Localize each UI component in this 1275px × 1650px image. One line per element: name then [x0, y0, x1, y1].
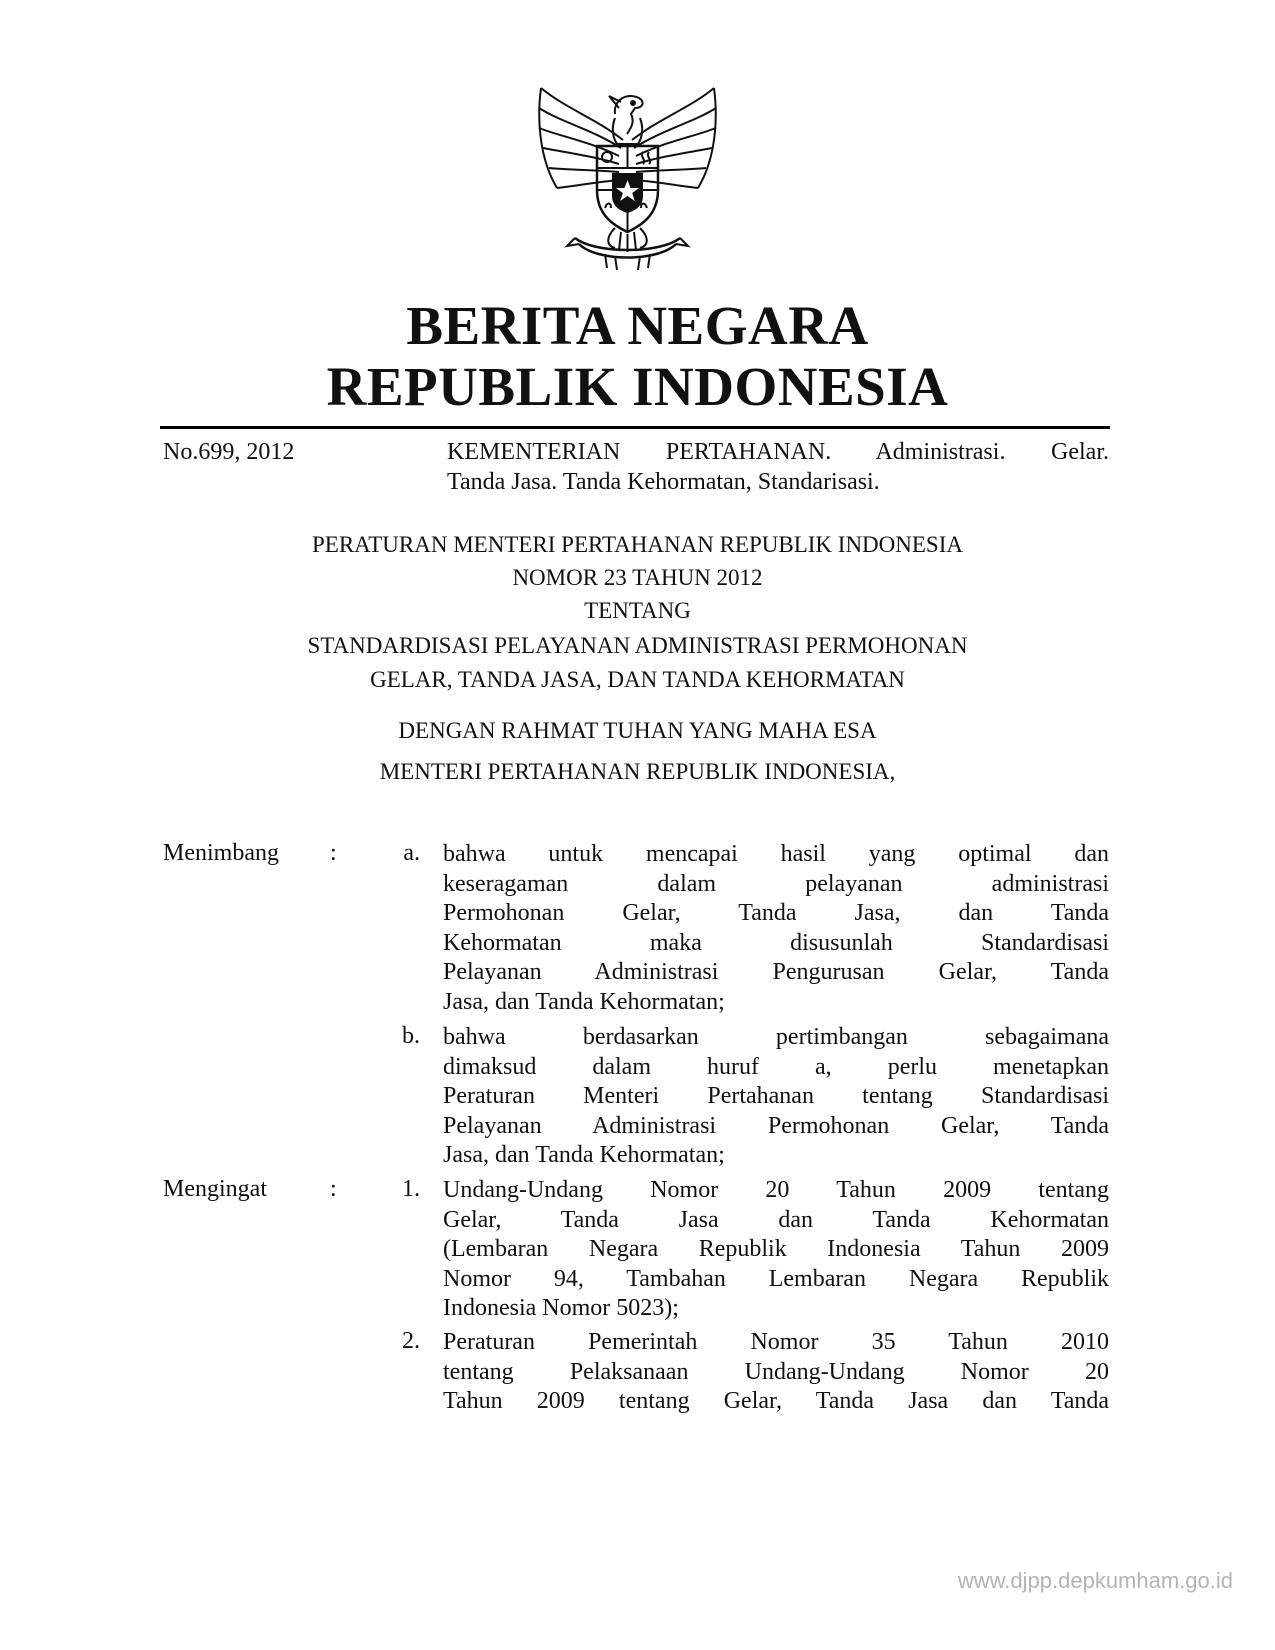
- item-line: Undang-Undang Nomor 20 Tahun 2009 tentang: [443, 1177, 1109, 1203]
- item-line: Pelayanan Administrasi Pengurusan Gelar, Tanda: [443, 959, 1109, 985]
- issuer: MENTERI PERTAHANAN REPUBLIK INDONESIA,: [379, 759, 896, 784]
- item-line: Nomor 94, Tambahan Lembaran Negara Republik: [443, 1265, 1109, 1292]
- list-item: [443, 1176, 1109, 1324]
- invocation: DENGAN RAHMAT TUHAN YANG MAHA ESA: [398, 718, 877, 743]
- item-line: Peraturan Menteri Pertahanan tentang Standardisasi: [443, 1083, 1109, 1109]
- menimbang-colon: :: [330, 840, 337, 866]
- item-line: Pelayanan Administrasi Permohonan Gelar, Tanda: [443, 1112, 1109, 1139]
- item-line: Tahun 2009 tentang Gelar, Tanda Jasa dan Tanda: [443, 1388, 1109, 1414]
- regulation-subject: STANDARDISASI PELAYANAN ADMINISTRASI PERMOHONAN: [307, 633, 968, 658]
- gazette-subject: [447, 437, 1109, 497]
- gazette-number: No.699, 2012: [163, 439, 295, 465]
- list-item: [443, 840, 1109, 1017]
- item-line: dimaksud dalam huruf a, perlu menetapkan: [443, 1053, 1109, 1080]
- menimbang-label: Menimbang: [163, 840, 279, 866]
- item-line: Peraturan Pemerintah Nomor 35 Tahun 2010: [443, 1329, 1109, 1355]
- list-marker: a.: [403, 840, 420, 866]
- mengingat-label: Mengingat: [163, 1176, 267, 1202]
- subject-line: KEMENTERIAN PERTAHANAN. Administrasi. Gelar.: [447, 439, 1109, 465]
- garuda-emblem-icon: [535, 78, 720, 273]
- item-line: Gelar, Tanda Jasa dan Tanda Kehormatan: [443, 1206, 1109, 1233]
- regulation-title: PERATURAN MENTERI PERTAHANAN REPUBLIK INDONESIA: [312, 532, 963, 557]
- watermark-url: www.djpp.depkumham.go.id: [957, 1568, 1233, 1593]
- subject-line: Tanda Jasa. Tanda Kehormatan, Standarisasi.: [447, 469, 880, 495]
- item-line: keseragaman dalam pelayanan administrasi: [443, 870, 1109, 897]
- list-marker: b.: [402, 1023, 420, 1049]
- list-marker: 2.: [402, 1328, 420, 1354]
- item-line: Jasa, dan Tanda Kehormatan;: [443, 988, 725, 1015]
- regulation-tentang: TENTANG: [584, 598, 691, 623]
- item-line: (Lembaran Negara Republik Indonesia Tahun 2009: [443, 1236, 1109, 1262]
- regulation-number: NOMOR 23 TAHUN 2012: [512, 565, 763, 590]
- list-marker: 1.: [402, 1176, 420, 1202]
- item-line: Indonesia Nomor 5023);: [443, 1295, 679, 1321]
- item-line: Kehormatan maka disusunlah Standardisasi: [443, 929, 1109, 956]
- list-item: [443, 1023, 1109, 1171]
- mengingat-colon: :: [330, 1176, 337, 1202]
- item-line: Permohonan Gelar, Tanda Jasa, dan Tanda: [443, 900, 1109, 926]
- gazette-title: BERITA NEGARA: [406, 295, 869, 356]
- regulation-subject: GELAR, TANDA JASA, DAN TANDA KEHORMATAN: [370, 667, 905, 692]
- item-line: Jasa, dan Tanda Kehormatan;: [443, 1142, 725, 1168]
- item-line: bahwa untuk mencapai hasil yang optimal dan: [443, 841, 1109, 867]
- item-line: bahwa berdasarkan pertimbangan sebagaimana: [443, 1024, 1109, 1050]
- gazette-subtitle: REPUBLIK INDONESIA: [326, 356, 949, 417]
- list-item: [443, 1328, 1109, 1417]
- header-rule: [160, 426, 1110, 429]
- item-line: tentang Pelaksanaan Undang-Undang Nomor 20: [443, 1358, 1109, 1385]
